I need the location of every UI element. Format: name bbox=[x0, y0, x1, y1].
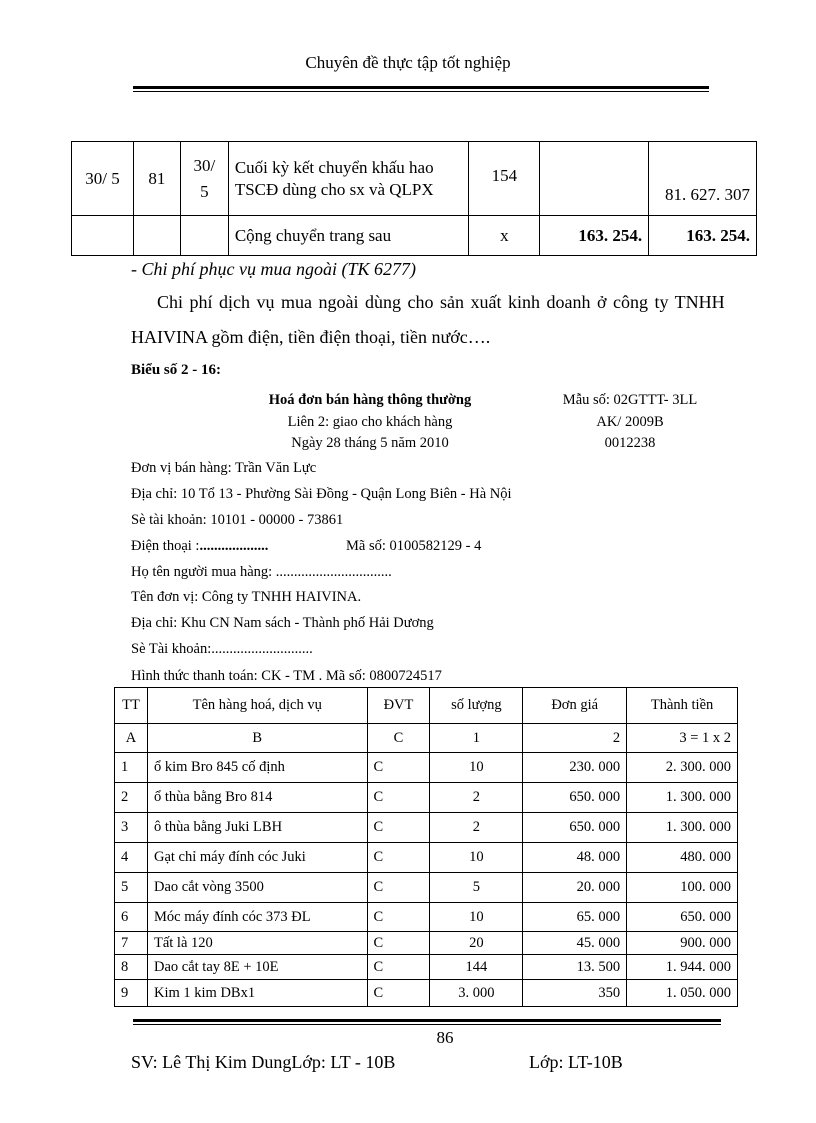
ledger-table bbox=[71, 141, 757, 256]
row-price: 350 bbox=[523, 980, 627, 1007]
row-amount: 480. 000 bbox=[627, 843, 738, 873]
row-qty: 2 bbox=[430, 783, 523, 813]
row-tt: 8 bbox=[115, 955, 148, 980]
table-row bbox=[115, 980, 738, 1007]
col-header-unit: ĐVT bbox=[367, 688, 430, 724]
ledger-account: 154 bbox=[469, 142, 540, 216]
ledger-doc-date-line2: 5 bbox=[200, 181, 209, 201]
code-b: B bbox=[147, 724, 367, 753]
code-a: A bbox=[115, 724, 148, 753]
row-unit: C bbox=[367, 903, 430, 932]
form-label: Biểu số 2 - 16: bbox=[131, 362, 221, 378]
row-item: Kim 1 kim DBx1 bbox=[147, 980, 367, 1007]
row-qty: 2 bbox=[430, 813, 523, 843]
col-header-qty: số lượng bbox=[430, 688, 523, 724]
invoice-code-row bbox=[115, 724, 738, 753]
row-item: Tất là 120 bbox=[147, 932, 367, 955]
invoice-title: Hoá đơn bán hàng thông thường bbox=[268, 392, 472, 408]
invoice-series: AK/ 2009B bbox=[596, 414, 664, 430]
row-qty: 3. 000 bbox=[430, 980, 523, 1007]
row-unit: C bbox=[367, 980, 430, 1007]
row-qty: 20 bbox=[430, 932, 523, 955]
ledger-description bbox=[228, 142, 469, 216]
row-price: 650. 000 bbox=[523, 813, 627, 843]
invoice-number: 0012238 bbox=[604, 435, 656, 451]
seller-phone bbox=[131, 538, 268, 555]
row-qty: 5 bbox=[430, 873, 523, 903]
row-price: 65. 000 bbox=[523, 903, 627, 932]
code-3: 3 = 1 x 2 bbox=[627, 724, 738, 753]
paragraph-line-1: Chi phí dịch vụ mua ngoài dùng cho sản xuất kinh doanh ở công ty TNHH bbox=[157, 292, 725, 312]
ledger-total-account: x bbox=[469, 216, 540, 256]
table-row bbox=[115, 813, 738, 843]
invoice-items-table bbox=[114, 687, 738, 1007]
row-qty: 10 bbox=[430, 843, 523, 873]
page-number: 86 bbox=[436, 1028, 454, 1047]
header-rule-thin bbox=[133, 91, 709, 92]
row-tt: 3 bbox=[115, 813, 148, 843]
ledger-total-credit: 163. 254. bbox=[649, 216, 757, 256]
invoice-header-row bbox=[115, 688, 738, 724]
row-tt: 4 bbox=[115, 843, 148, 873]
col-header-amount: Thành tiền bbox=[627, 688, 738, 724]
ledger-total-debit: 163. 254. bbox=[540, 216, 649, 256]
ledger-total-label: Cộng chuyển trang sau bbox=[228, 216, 469, 256]
invoice-copy: Liên 2: giao cho khách hàng bbox=[287, 414, 453, 430]
invoice-form-no: Mẫu số: 02GTTT- 3LL bbox=[562, 392, 698, 408]
payment-method: Hình thức thanh toán: CK - TM . Mã số: 0800724517 bbox=[131, 668, 442, 684]
row-qty: 10 bbox=[430, 753, 523, 783]
row-item: ổ thùa bằng Bro 814 bbox=[147, 783, 367, 813]
row-tt: 9 bbox=[115, 980, 148, 1007]
row-tt: 2 bbox=[115, 783, 148, 813]
row-amount: 650. 000 bbox=[627, 903, 738, 932]
row-price: 13. 500 bbox=[523, 955, 627, 980]
seller-name: Đơn vị bán hàng: Trần Văn Lực bbox=[131, 460, 317, 476]
row-qty: 144 bbox=[430, 955, 523, 980]
row-qty: 10 bbox=[430, 903, 523, 932]
row-price: 48. 000 bbox=[523, 843, 627, 873]
row-item: ô thùa bằng Juki LBH bbox=[147, 813, 367, 843]
row-unit: C bbox=[367, 843, 430, 873]
ledger-date: 30/ 5 bbox=[72, 142, 134, 216]
ledger-row-total bbox=[72, 216, 757, 256]
table-row bbox=[115, 955, 738, 980]
paragraph-line-2: HAIVINA gồm điện, tiền điện thoại, tiền nước…. bbox=[131, 327, 491, 347]
row-price: 230. 000 bbox=[523, 753, 627, 783]
seller-tax-code: Mã số: 0100582129 - 4 bbox=[346, 538, 482, 554]
ledger-doc-no: 81 bbox=[133, 142, 180, 216]
row-tt: 1 bbox=[115, 753, 148, 783]
buyer-company: Tên đơn vị: Công ty TNHH HAIVINA. bbox=[131, 589, 362, 605]
row-item: Móc máy đính cóc 373 ĐL bbox=[147, 903, 367, 932]
row-tt: 7 bbox=[115, 932, 148, 955]
ledger-credit: 81. 627. 307 bbox=[649, 142, 757, 216]
ledger-description-line1: Cuối kỳ kết chuyển khấu hao bbox=[234, 157, 434, 177]
footer-student: SV: Lê Thị Kim DungLớp: LT - 10B bbox=[131, 1052, 396, 1072]
ledger-doc-date-line1: 30/ bbox=[193, 155, 216, 175]
row-amount: 1. 300. 000 bbox=[627, 783, 738, 813]
footer-rule-thick bbox=[133, 1019, 721, 1022]
section-heading: - Chi phí phục vụ mua ngoài (TK 6277) bbox=[131, 259, 416, 279]
ledger-doc-date bbox=[180, 142, 228, 216]
header-rule-thick bbox=[133, 86, 709, 89]
row-unit: C bbox=[367, 873, 430, 903]
table-row bbox=[115, 783, 738, 813]
row-amount: 900. 000 bbox=[627, 932, 738, 955]
seller-phone-value: ................... bbox=[199, 538, 269, 554]
row-amount: 2. 300. 000 bbox=[627, 753, 738, 783]
buyer-address: Địa chỉ: Khu CN Nam sách - Thành phố Hải Dương bbox=[131, 615, 434, 631]
table-row bbox=[115, 873, 738, 903]
row-price: 20. 000 bbox=[523, 873, 627, 903]
buyer-account: Sè Tài khoản:............................ bbox=[131, 641, 313, 657]
row-item: Dao cắt vòng 3500 bbox=[147, 873, 367, 903]
row-unit: C bbox=[367, 813, 430, 843]
seller-phone-label: Điện thoại : bbox=[131, 538, 200, 554]
footer-rule-thin bbox=[133, 1024, 721, 1025]
col-header-price: Đơn giá bbox=[523, 688, 627, 724]
col-header-item: Tên hàng hoá, dịch vụ bbox=[147, 688, 367, 724]
buyer-name: Họ tên người mua hàng: ................................ bbox=[131, 564, 392, 580]
row-tt: 5 bbox=[115, 873, 148, 903]
seller-account: Sè tài khoản: 10101 - 00000 - 73861 bbox=[131, 512, 344, 528]
page-header-title: Chuyên đề thực tập tốt nghiệp bbox=[305, 53, 511, 72]
invoice-date: Ngày 28 tháng 5 năm 2010 bbox=[291, 435, 449, 451]
ledger-description-line2: TSCĐ dùng cho sx và QLPX bbox=[234, 179, 434, 199]
row-amount: 1. 300. 000 bbox=[627, 813, 738, 843]
row-price: 45. 000 bbox=[523, 932, 627, 955]
row-price: 650. 000 bbox=[523, 783, 627, 813]
row-unit: C bbox=[367, 955, 430, 980]
seller-address: Địa chỉ: 10 Tổ 13 - Phường Sài Đồng - Quận Long Biên - Hà Nội bbox=[131, 486, 512, 502]
code-c: C bbox=[367, 724, 430, 753]
row-item: ổ kim Bro 845 cố định bbox=[147, 753, 367, 783]
code-1: 1 bbox=[430, 724, 523, 753]
ledger-debit bbox=[540, 142, 649, 216]
footer-class: Lớp: LT-10B bbox=[529, 1052, 623, 1072]
row-unit: C bbox=[367, 783, 430, 813]
row-item: Gạt chỉ máy đính cóc Juki bbox=[147, 843, 367, 873]
row-unit: C bbox=[367, 932, 430, 955]
table-row bbox=[115, 903, 738, 932]
row-tt: 6 bbox=[115, 903, 148, 932]
code-2: 2 bbox=[523, 724, 627, 753]
row-amount: 100. 000 bbox=[627, 873, 738, 903]
col-header-tt: TT bbox=[115, 688, 148, 724]
row-item: Dao cắt tay 8E + 10E bbox=[147, 955, 367, 980]
table-row bbox=[115, 932, 738, 955]
ledger-row bbox=[72, 142, 757, 216]
table-row bbox=[115, 753, 738, 783]
row-unit: C bbox=[367, 753, 430, 783]
row-amount: 1. 050. 000 bbox=[627, 980, 738, 1007]
table-row bbox=[115, 843, 738, 873]
row-amount: 1. 944. 000 bbox=[627, 955, 738, 980]
